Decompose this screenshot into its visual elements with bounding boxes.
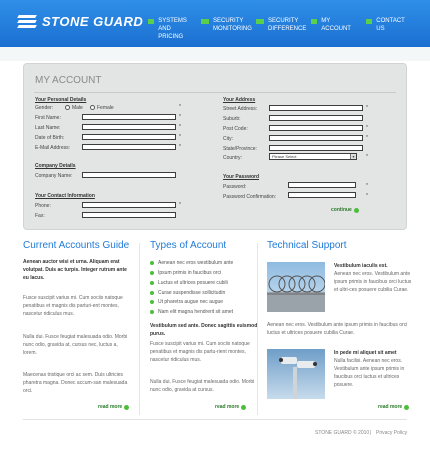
logo[interactable] <box>18 14 143 29</box>
types-subheading: Vestibulum sed ante. Donec sagittis euismod purus. <box>150 323 258 337</box>
required-marker: * <box>366 105 368 111</box>
street-input[interactable] <box>269 105 363 111</box>
nav-security-monitoring[interactable] <box>201 17 252 33</box>
support-paragraph: Aenean nec eros. Vestibulum ante ipsum primis in faucibus orci luctus et ultrices posuere cubilia Curae. <box>267 322 408 336</box>
required-marker: * <box>179 144 181 150</box>
first-name-label: First Name: <box>35 115 61 121</box>
last-name-label: Last Name: <box>35 125 61 131</box>
list-item[interactable] <box>150 269 221 277</box>
bullet-icon <box>150 291 154 295</box>
required-marker: * <box>179 202 181 208</box>
password-label: Password: <box>223 184 247 190</box>
footer-separator: | <box>370 430 372 436</box>
list-item-label: Nam elit magna hendrerit sit amet <box>158 309 234 315</box>
column-divider <box>257 243 258 415</box>
required-marker: * <box>366 154 368 160</box>
password-confirm-label: Password Confirmation: <box>223 194 277 200</box>
post-code-input[interactable] <box>269 125 363 131</box>
list-item-label: Curae suspendisse sollicitudin <box>158 290 226 296</box>
personal-details-heading: Your Personal Details <box>35 97 87 103</box>
email-label: E-Mail Address: <box>35 145 71 151</box>
email-input[interactable] <box>82 144 176 150</box>
gender-male-label: Male <box>72 105 83 111</box>
read-more-label: read more <box>378 404 403 410</box>
list-item-label: Ut pharetra augue nec augue <box>158 299 224 305</box>
gender-label: Gender: <box>35 105 54 111</box>
dob-input[interactable] <box>82 134 176 140</box>
fax-label: Fax: <box>35 213 45 219</box>
nav-label: SECURITY DIFFERENCE <box>268 18 307 32</box>
current-paragraph: Nulla dui. Fusce feugiat malesuada odio. Morbi nunc odio, gravida at, cursus nec, luctus a, lorem. <box>23 334 128 356</box>
country-label: Country: <box>223 155 242 161</box>
nav-label: CONTACT US <box>376 18 405 32</box>
types-of-account-title: Types of Account <box>150 240 227 251</box>
security-camera-image <box>267 349 325 399</box>
bullet-icon <box>150 300 154 304</box>
list-item-label: Ipsum primis in faucibus orci <box>158 270 222 276</box>
bullet-icon <box>150 261 154 265</box>
list-item[interactable] <box>150 289 225 297</box>
list-item[interactable] <box>150 279 228 287</box>
required-marker: * <box>179 114 181 120</box>
list-item-label: Aenean nec eros westibulum ante <box>158 260 234 266</box>
first-name-input[interactable] <box>82 114 176 120</box>
required-marker: * <box>366 183 368 189</box>
list-item[interactable] <box>150 259 233 267</box>
nav-systems-pricing[interactable] <box>148 17 189 41</box>
technical-support-title: Technical Support <box>267 240 347 251</box>
arrow-right-icon <box>241 405 246 410</box>
copyright: STONE GUARD © 2010 <box>315 430 370 436</box>
nav-label: SECURITY MONITORING <box>213 18 252 32</box>
header <box>0 0 430 47</box>
account-panel <box>23 63 407 230</box>
phone-label: Phone: <box>35 203 51 209</box>
bullet-icon <box>150 281 154 285</box>
arrow-right-icon <box>404 405 409 410</box>
nav-my-account[interactable] <box>311 17 353 33</box>
suburb-input[interactable] <box>269 115 363 121</box>
country-select[interactable] <box>269 153 357 160</box>
nav-security-difference[interactable] <box>256 17 306 33</box>
state-input[interactable] <box>269 145 363 151</box>
country-select-value: Please Select <box>272 154 297 159</box>
arrow-right-icon <box>124 405 129 410</box>
current-accounts-title: Current Accounts Guide <box>23 240 130 251</box>
column-divider <box>139 243 140 415</box>
contact-info-heading: Your Contact Information <box>35 193 95 199</box>
nav-bullet-icon <box>201 19 209 24</box>
types-paragraph: Fusce suscipit varius mi. Cum sociis natoque penatibus et magnis dis partu-rient montes, nascetur ridiculus mus. <box>150 341 250 363</box>
last-name-input[interactable] <box>82 124 176 130</box>
post-code-label: Post Code: <box>223 126 248 132</box>
arrow-right-icon <box>354 208 359 213</box>
logo-stripes-icon <box>18 15 36 29</box>
gender-female-radio[interactable] <box>90 105 95 110</box>
brand-name: STONE GUARD <box>42 14 144 29</box>
divider <box>34 92 396 93</box>
company-name-input[interactable] <box>82 172 176 178</box>
support-item-text: Nulla facilisi. Aenean nec eros. Vestibulum ante ipsum primis in faucibus orci luctus et ultrices posuere. <box>334 358 405 388</box>
page-title: MY ACCOUNT <box>35 75 102 86</box>
list-item-label: Luctus et ultrices posuere cubili <box>158 280 228 286</box>
barbed-wire-image <box>267 262 325 312</box>
support-item-text: Aenean nec eros. Vestibulum ante ipsum primis in faucibus orci luctus et ultri-ces posuere cubilia Curae. <box>334 271 412 293</box>
company-details-heading: Company Details <box>35 163 76 169</box>
gender-female-label: Female <box>97 105 114 111</box>
read-more-link[interactable] <box>215 404 246 410</box>
nav-label: MY ACCOUNT <box>321 18 351 32</box>
continue-button[interactable] <box>331 207 359 213</box>
suburb-label: Suburb: <box>223 116 241 122</box>
street-label: Street Address: <box>223 106 258 112</box>
phone-input[interactable] <box>82 202 176 208</box>
city-input[interactable] <box>269 135 363 141</box>
current-paragraph: Fusce suscipit varius mi. Cum sociis natoque penatibus et magnis dis parturi-ent montes, nascetur ridiculus mus. <box>23 295 123 317</box>
fax-input[interactable] <box>82 212 176 218</box>
required-marker: * <box>366 135 368 141</box>
password-confirm-input[interactable] <box>288 192 356 198</box>
list-item[interactable] <box>150 298 223 306</box>
privacy-policy-link[interactable]: Privacy Policy <box>376 430 408 436</box>
nav-bullet-icon <box>366 19 372 24</box>
bullet-icon <box>150 271 154 275</box>
required-marker: * <box>179 104 181 110</box>
types-paragraph: Nulla dui. Fusce feugiat malesuada odio. Morbi nunc odio, gravida at cursus. <box>150 379 255 393</box>
read-more-link[interactable] <box>98 404 129 410</box>
header-subbar <box>0 47 430 61</box>
bullet-icon <box>150 310 154 314</box>
nav-bullet-icon <box>148 19 154 24</box>
nav-bullet-icon <box>256 19 264 24</box>
support-item-title: In pede mi aliquet sit amet <box>334 350 397 356</box>
nav-label: SYSTEMS AND PRICING <box>158 18 187 40</box>
city-label: City: <box>223 136 233 142</box>
current-intro: Aenean auctor wisi et urna. Aliquam erat volutpat. Duis ac turpis. Integer rutrum ante eu lacus. <box>23 259 127 281</box>
chevron-down-icon: ▾ <box>350 154 356 159</box>
footer-divider <box>23 419 407 420</box>
nav-contact-us[interactable] <box>366 17 406 33</box>
read-more-link[interactable] <box>378 404 409 410</box>
required-marker: * <box>366 193 368 199</box>
read-more-label: read more <box>215 404 240 410</box>
continue-label: continue <box>331 207 352 213</box>
dob-label: Date of Birth: <box>35 135 65 141</box>
password-input[interactable] <box>288 182 356 188</box>
state-label: State/Province: <box>223 146 257 152</box>
company-name-label: Company Name: <box>35 173 73 179</box>
read-more-label: read more <box>98 404 123 410</box>
list-item[interactable] <box>150 308 233 316</box>
support-item-title: Vestibulum iaculis est. <box>334 263 388 269</box>
gender-male-radio[interactable] <box>65 105 70 110</box>
required-marker: * <box>366 125 368 131</box>
nav-bullet-icon <box>311 19 317 24</box>
address-heading: Your Address <box>223 97 256 103</box>
required-marker: * <box>179 134 181 140</box>
required-marker: * <box>179 124 181 130</box>
current-paragraph: Maecenas tristique orci ac sem. Duis ultricies pharetra magna. Donec accum-san malesuada orci. <box>23 372 128 394</box>
password-heading: Your Password <box>223 174 260 180</box>
